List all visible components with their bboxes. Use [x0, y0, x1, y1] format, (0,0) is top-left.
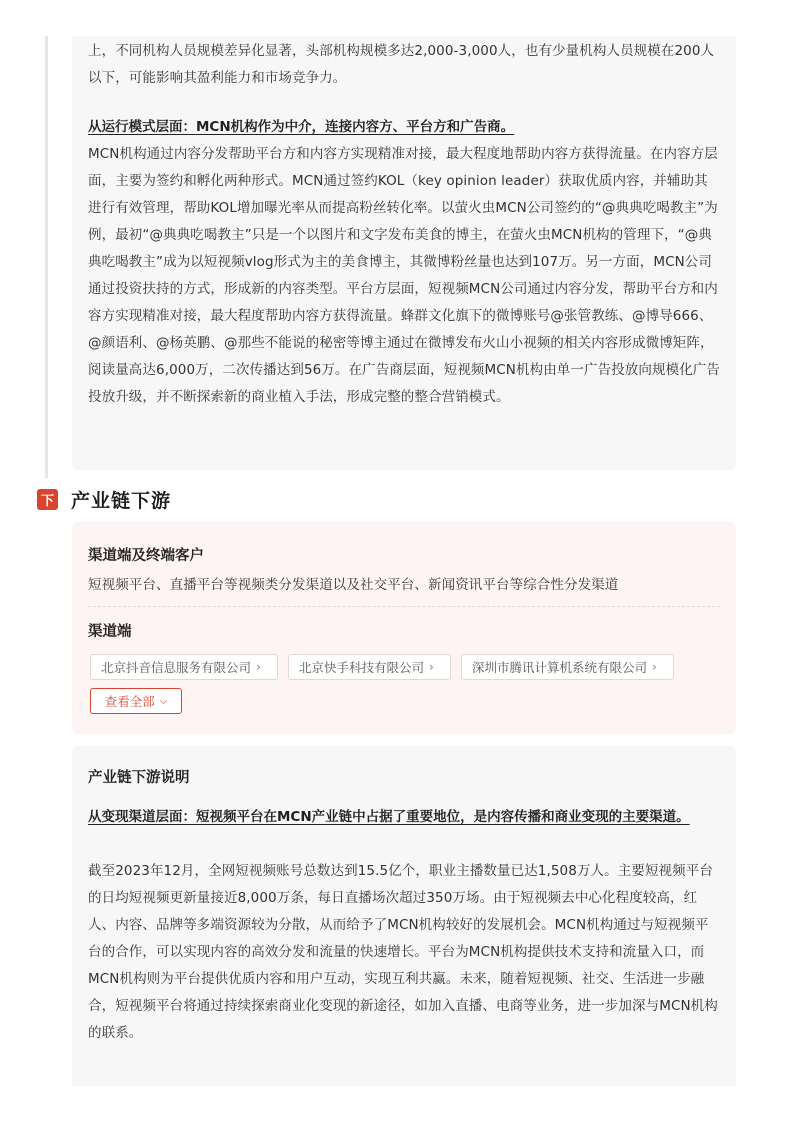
company-chip[interactable]	[288, 654, 451, 680]
monetization-paragraph: 截至2023年12月，全网短视频账号总数达到15.5亿个，职业主播数量已达1,508万人。主要短视频平台的日均短视频更新量接近8,000万条，每日直播场次超过350万场。由于短视频去中心化程度较高，红人、内容、品牌等多端资源较为分散，从而给予了MCN机构较好的发展机会。MCN机构通过与短视频平台的合作，可以实现内容的高效分发和流量的快速增长。平台为MCN机构提供技术支持和流量入口，而MCN机构则为平台提供优质内容和用户互动，实现互利共赢。未来，随着短视频、社交、生活进一步融合，短视频平台将通过持续探索商业化变现的新途径，如加入直播、电商等业务，进一步加深与MCN机构的联系。	[88, 863, 718, 1041]
channel-card	[72, 522, 736, 734]
scale-paragraph: 上，不同机构人员规模差异化显著，头部机构规模多达2,000-3,000人，也有少量机构人员规模在200人以下，可能影响其盈利能力和市场竞争力。	[88, 43, 715, 86]
monetization-heading: 从变现渠道层面：短视频平台在MCN产业链中占据了重要地位，是内容传播和商业变现的主要渠道。	[88, 809, 690, 825]
chevron-right-icon: ›	[429, 660, 434, 674]
downstream-explanation-card	[72, 746, 736, 1086]
operation-mode-heading: 从运行模式层面：MCN机构作为中介，连接内容方、平台方和广告商。	[88, 119, 515, 135]
downstream-section-header	[37, 486, 171, 512]
view-all-label: 查看全部	[104, 694, 155, 709]
section-title: 产业链下游	[71, 489, 172, 512]
chevron-right-icon: ›	[256, 660, 261, 674]
company-chip[interactable]	[461, 654, 674, 680]
midstream-description-card	[72, 36, 736, 470]
channel-subtitle: 渠道端	[88, 624, 132, 640]
divider	[88, 606, 720, 607]
company-name: 北京抖音信息服务有限公司	[101, 660, 252, 675]
operation-mode-paragraph: MCN机构通过内容分发帮助平台方和内容方实现精准对接，最大程度地帮助内容方获得流量。在内容方层面，主要为签约和孵化两种形式。MCN通过签约KOL（key opinion leader）获取优质内容，并辅助其进行有效管理，帮助KOL增加曝光率从而提高粉丝转化率。以萤火虫MCN公司签约的“@典典吃喝教主”为例，最初“@典典吃喝教主”只是一个以图片和文字发布美食的博主，在萤火虫MCN机构的管理下，“@典典吃喝教主”成为以短视频vlog形式为主的美食博主，其微博粉丝量也达到107万。另一方面，MCN公司通过投资扶持的方式，形成新的内容类型。平台方层面，短视频MCN公司通过内容分发，帮助平台方和内容方实现精准对接，最大程度帮助内容方获得流量。蜂群文化旗下的微博账号@张管教练、@博导666、@颜语利、@杨英鹏、@那些不能说的秘密等博主通过在微博发布火山小视频的相关内容形成微博矩阵，阅读量高达6,000万，二次传播达到56万。在广告商层面，短视频MCN机构由单一广告投放向规模化广告投放升级，并不断探索新的商业植入手法，形成完整的整合营销模式。	[88, 146, 720, 405]
company-chip[interactable]	[90, 654, 278, 680]
channel-title: 渠道端及终端客户	[88, 548, 204, 564]
chevron-right-icon: ›	[652, 660, 657, 674]
explanation-title: 产业链下游说明	[88, 770, 190, 786]
downstream-badge-icon: 下	[37, 489, 58, 510]
timeline-line	[45, 36, 48, 478]
view-all-button[interactable]	[90, 688, 182, 714]
chevron-down-icon: ⌵	[159, 695, 168, 707]
company-name: 北京快手科技有限公司	[299, 660, 425, 675]
company-name: 深圳市腾讯计算机系统有限公司	[472, 660, 648, 675]
channel-description: 短视频平台、直播平台等视频类分发渠道以及社交平台、新闻资讯平台等综合性分发渠道	[88, 577, 619, 593]
